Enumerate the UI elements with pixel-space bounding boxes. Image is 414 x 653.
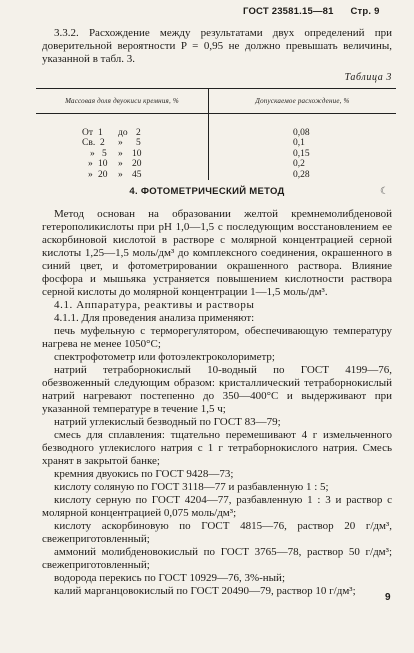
list-item: водорода перекись по ГОСТ 10929—76, 3%-ный;: [54, 572, 285, 584]
table-3: [36, 88, 396, 180]
margin-mark: ☾: [380, 186, 389, 197]
subsection-title: 4.1. Аппаратура, реактивы и растворы: [54, 299, 255, 311]
table-header-content: Массовая доля двуокиси кремния, %: [36, 89, 209, 114]
list-item: кислоту аскорбиновую по ГОСТ 4815—76, раствор 20 г/дм³, свежеприготовленный;: [42, 520, 392, 545]
tolerance-value: 0,2: [293, 159, 305, 170]
clause-4-1-1: 4.1.1. Для проведения анализа применяют:: [54, 312, 255, 324]
clause-3-3-2: 3.3.2. Расхождение между результатами двух определений при доверительной вероятности P = 0,95 не должно превышать величины, указанной в табл. 3.: [42, 27, 392, 65]
table-title: Таблица 3: [344, 72, 392, 83]
list-item: аммоний молибденовокислый по ГОСТ 3765—78, раствор 50 г/дм³; свежеприготовленный;: [42, 546, 392, 571]
table-row: » 20 » 45: [88, 169, 142, 180]
range-column: [36, 114, 209, 180]
list-item: натрий тетраборнокислый 10-водный по ГОСТ 4199—76, обезвоженный следующим образом: кристаллический тетраборнокислый натрий нагревают постепенно до 350—400°С и выдерживают при указанной температуре в течение 1,5 ч;: [42, 364, 392, 415]
list-item: печь муфельную с терморегулятором, обеспечивающую температуру нагрева не менее 1050°С;: [42, 325, 392, 350]
header-page-number: 9: [374, 6, 380, 17]
list-item: кислоту соляную по ГОСТ 3118—77 и разбавленную 1 : 5;: [54, 481, 329, 493]
table-row: Св. 2 » 5: [82, 138, 141, 149]
page-label: Стр.: [350, 6, 372, 17]
table-row: » 5 » 10: [90, 148, 142, 159]
tolerance-value: 0,1: [293, 138, 305, 149]
table-row: От 1 до 2: [82, 128, 141, 138]
table-header-tolerance: Допускаемое расхождение, %: [209, 89, 397, 114]
tolerance-value: 0,08: [293, 128, 310, 138]
footer-page-number: 9: [385, 592, 391, 603]
list-item: смесь для сплавления: тщательно перемешивают 4 г измельченного безводного углекислого натрия с 1 г тетраборнокислого натрия. Смесь хранят в закрытой банке;: [42, 429, 392, 467]
list-item: калий марганцовокислый по ГОСТ 20490—79, раствор 10 г/дм³;: [54, 585, 356, 597]
section-title: 4. ФОТОМЕТРИЧЕСКИЙ МЕТОД: [129, 186, 285, 197]
tolerance-value: 0,28: [293, 169, 310, 180]
tolerance-column: [209, 114, 397, 180]
list-item: кислоту серную по ГОСТ 4204—77, разбавленную 1 : 3 и раствор с молярной концентрацией 0,075 моль/дм³;: [42, 494, 392, 519]
list-item: спектрофотометр или фотоэлектроколориметр;: [54, 351, 275, 363]
body-text: [42, 208, 392, 598]
table-row: » 10 » 20: [88, 159, 142, 170]
page-header: [243, 6, 380, 17]
method-paragraph: Метод основан на образовании желтой кремнемолибденовой гетерополикислоты при pH 1,0—1,5 с последующим восстановлением ее аскорбиновой кислотой в растворе с молярной концентрацией серной кислоты 1,25—1,5 моль/дм³ до комплексного соединения, окрашенного в синий цвет, и фотометрировании окрашенного раствора. Влияние фосфора и мышьяка устраняется повышением кислотности раствора серной кислоты до молярной концентрации 1—1,5 моль/дм³.: [42, 208, 392, 298]
standard-number: ГОСТ 23581.15—81: [243, 6, 334, 17]
list-item: кремния двуокись по ГОСТ 9428—73;: [54, 468, 234, 480]
tolerance-value: 0,15: [293, 148, 310, 159]
list-item: натрий углекислый безводный по ГОСТ 83—79;: [54, 416, 281, 428]
